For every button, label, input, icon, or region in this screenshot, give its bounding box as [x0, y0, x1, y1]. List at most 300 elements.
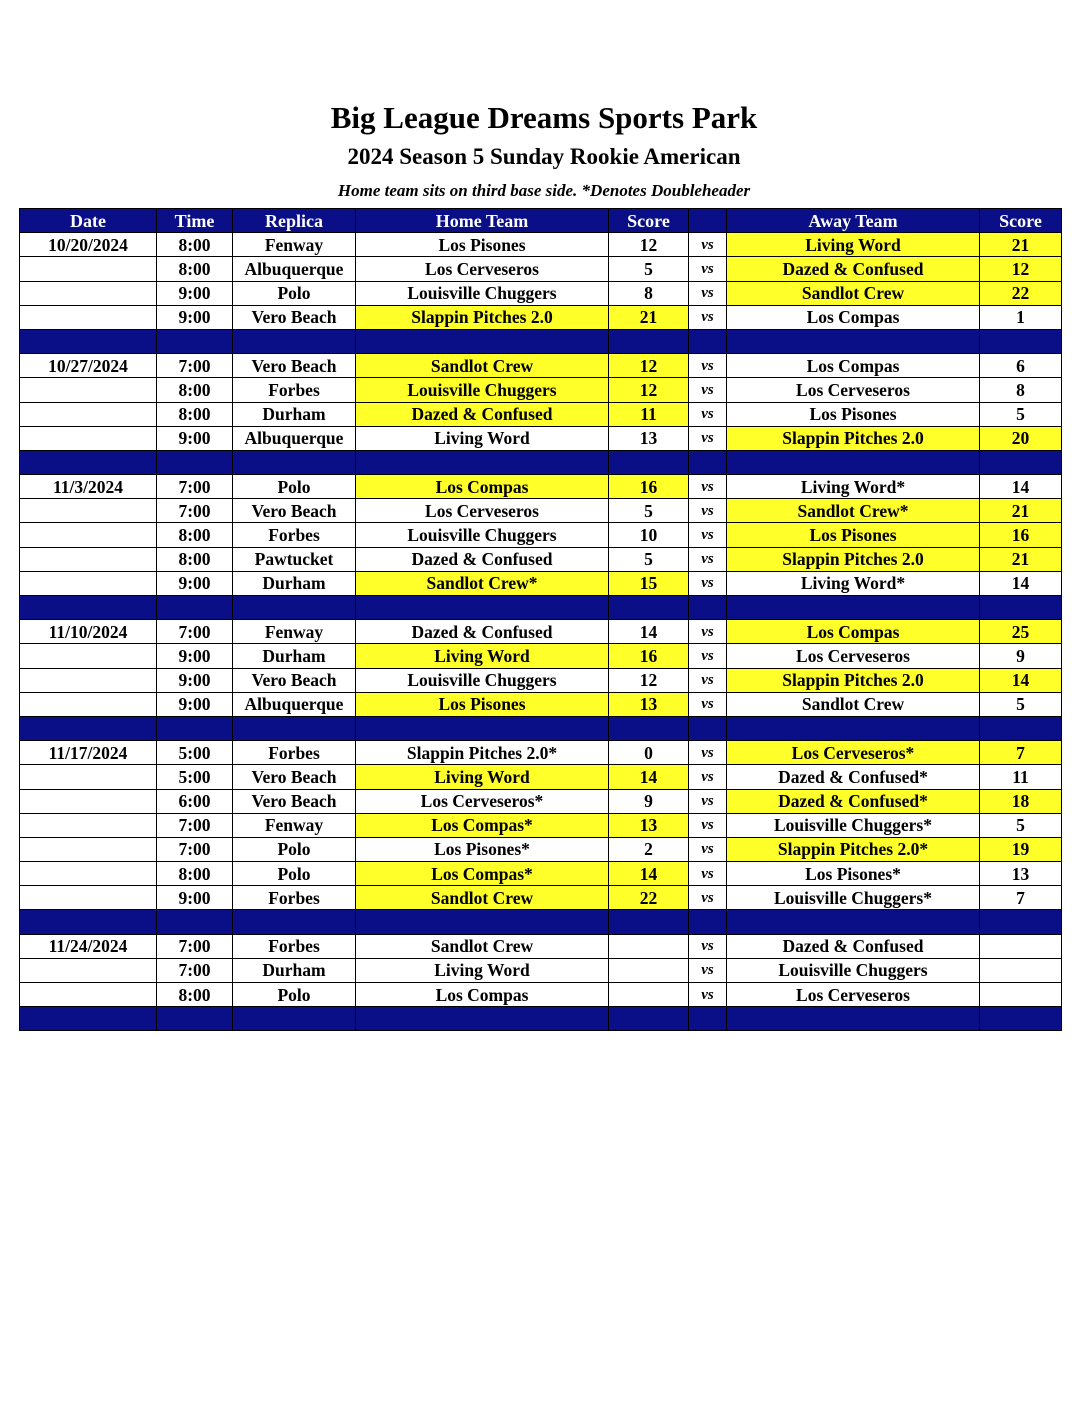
vs-cell: vs — [689, 813, 727, 837]
page-note: Home team sits on third base side. *Denotes Doubleheader — [337, 181, 751, 200]
separator-cell — [609, 910, 689, 934]
col-home-score: Score — [609, 209, 689, 233]
vs-cell: vs — [689, 257, 727, 281]
separator-cell — [727, 1007, 980, 1031]
away-score-cell: 20 — [980, 426, 1062, 450]
home-team-cell: Living Word — [356, 644, 609, 668]
home-team-cell: Slappin Pitches 2.0* — [356, 741, 609, 765]
away-team-cell: Los Pisones* — [727, 862, 980, 886]
away-team-cell: Los Cerveseros — [727, 644, 980, 668]
table-row — [20, 886, 1062, 910]
away-team-cell: Los Pisones — [727, 402, 980, 426]
home-score-cell: 15 — [609, 571, 689, 595]
replica-cell: Vero Beach — [233, 765, 356, 789]
home-team-cell: Dazed & Confused — [356, 402, 609, 426]
separator-cell — [980, 329, 1062, 353]
away-score-cell: 21 — [980, 499, 1062, 523]
away-score-cell: 21 — [980, 547, 1062, 571]
table-row — [20, 354, 1062, 378]
date-cell — [20, 426, 157, 450]
home-score-cell: 13 — [609, 426, 689, 450]
replica-cell: Fenway — [233, 813, 356, 837]
home-team-cell: Louisville Chuggers — [356, 668, 609, 692]
vs-cell: vs — [689, 499, 727, 523]
vs-cell: vs — [689, 692, 727, 716]
replica-cell: Pawtucket — [233, 547, 356, 571]
home-team-cell: Los Compas* — [356, 813, 609, 837]
away-score-cell: 12 — [980, 257, 1062, 281]
date-cell: 10/27/2024 — [20, 354, 157, 378]
table-row — [20, 765, 1062, 789]
away-score-cell: 22 — [980, 281, 1062, 305]
vs-cell: vs — [689, 741, 727, 765]
home-team-cell: Sandlot Crew — [356, 886, 609, 910]
replica-cell: Polo — [233, 862, 356, 886]
vs-cell: vs — [689, 934, 727, 958]
vs-cell: vs — [689, 547, 727, 571]
away-score-cell: 11 — [980, 765, 1062, 789]
date-cell: 11/3/2024 — [20, 475, 157, 499]
separator-cell — [20, 910, 157, 934]
replica-cell: Polo — [233, 475, 356, 499]
replica-cell: Durham — [233, 402, 356, 426]
separator-cell — [689, 450, 727, 474]
replica-cell: Polo — [233, 837, 356, 861]
home-score-cell: 5 — [609, 499, 689, 523]
home-score-cell: 5 — [609, 257, 689, 281]
away-team-cell: Los Compas — [727, 305, 980, 329]
separator-cell — [356, 1007, 609, 1031]
date-cell — [20, 644, 157, 668]
away-team-cell: Sandlot Crew — [727, 692, 980, 716]
table-row — [20, 523, 1062, 547]
time-cell: 9:00 — [157, 692, 233, 716]
replica-cell: Vero Beach — [233, 354, 356, 378]
table-row — [20, 305, 1062, 329]
home-score-cell: 0 — [609, 741, 689, 765]
time-cell: 8:00 — [157, 257, 233, 281]
home-score-cell — [609, 983, 689, 1007]
table-row — [20, 934, 1062, 958]
time-cell: 5:00 — [157, 765, 233, 789]
separator-cell — [233, 910, 356, 934]
header-row — [20, 209, 1062, 233]
home-score-cell: 5 — [609, 547, 689, 571]
home-team-cell: Los Cerveseros — [356, 499, 609, 523]
time-cell: 7:00 — [157, 475, 233, 499]
table-row — [20, 281, 1062, 305]
separator-cell — [980, 1007, 1062, 1031]
separator-cell — [157, 910, 233, 934]
time-cell: 7:00 — [157, 620, 233, 644]
home-score-cell: 9 — [609, 789, 689, 813]
date-cell — [20, 305, 157, 329]
away-score-cell — [980, 958, 1062, 982]
separator-cell — [233, 596, 356, 620]
time-cell: 6:00 — [157, 789, 233, 813]
vs-cell: vs — [689, 789, 727, 813]
home-team-cell: Living Word — [356, 426, 609, 450]
date-cell: 11/17/2024 — [20, 741, 157, 765]
separator-cell — [609, 450, 689, 474]
home-team-cell: Sandlot Crew — [356, 354, 609, 378]
away-score-cell: 9 — [980, 644, 1062, 668]
away-team-cell: Living Word* — [727, 571, 980, 595]
schedule-body — [20, 233, 1062, 1031]
vs-cell: vs — [689, 281, 727, 305]
replica-cell: Durham — [233, 958, 356, 982]
date-cell — [20, 862, 157, 886]
page-title: Big League Dreams Sports Park — [330, 100, 758, 135]
replica-cell: Albuquerque — [233, 257, 356, 281]
vs-cell: vs — [689, 862, 727, 886]
col-vs — [689, 209, 727, 233]
date-cell — [20, 499, 157, 523]
separator-cell — [233, 716, 356, 740]
away-team-cell: Louisville Chuggers* — [727, 813, 980, 837]
separator-cell — [727, 329, 980, 353]
away-team-cell: Sandlot Crew* — [727, 499, 980, 523]
time-cell: 8:00 — [157, 983, 233, 1007]
home-team-cell: Los Cerveseros — [356, 257, 609, 281]
away-team-cell: Slappin Pitches 2.0 — [727, 668, 980, 692]
home-score-cell: 14 — [609, 620, 689, 644]
table-row — [20, 402, 1062, 426]
away-team-cell: Los Cerveseros — [727, 983, 980, 1007]
vs-cell: vs — [689, 305, 727, 329]
away-team-cell: Dazed & Confused — [727, 257, 980, 281]
vs-cell: vs — [689, 378, 727, 402]
table-row — [20, 789, 1062, 813]
replica-cell: Fenway — [233, 233, 356, 257]
away-team-cell: Living Word — [727, 233, 980, 257]
table-row — [20, 257, 1062, 281]
separator-cell — [980, 596, 1062, 620]
separator-cell — [356, 329, 609, 353]
table-row — [20, 233, 1062, 257]
date-cell — [20, 281, 157, 305]
time-cell: 9:00 — [157, 886, 233, 910]
separator-cell — [727, 910, 980, 934]
date-cell — [20, 886, 157, 910]
home-team-cell: Louisville Chuggers — [356, 378, 609, 402]
home-score-cell: 13 — [609, 813, 689, 837]
home-score-cell: 2 — [609, 837, 689, 861]
separator-cell — [689, 329, 727, 353]
vs-cell: vs — [689, 233, 727, 257]
col-home-team: Home Team — [356, 209, 609, 233]
separator-cell — [20, 596, 157, 620]
col-away-score: Score — [980, 209, 1062, 233]
away-score-cell: 5 — [980, 692, 1062, 716]
separator-cell — [157, 329, 233, 353]
date-cell — [20, 837, 157, 861]
table-row — [20, 571, 1062, 595]
date-cell: 11/24/2024 — [20, 934, 157, 958]
time-cell: 9:00 — [157, 305, 233, 329]
table-row — [20, 644, 1062, 668]
separator-cell — [689, 596, 727, 620]
date-cell: 11/10/2024 — [20, 620, 157, 644]
home-score-cell: 12 — [609, 354, 689, 378]
table-row — [20, 378, 1062, 402]
time-cell: 5:00 — [157, 741, 233, 765]
date-cell — [20, 668, 157, 692]
date-cell — [20, 983, 157, 1007]
separator-cell — [20, 329, 157, 353]
away-team-cell: Louisville Chuggers* — [727, 886, 980, 910]
table-row — [20, 741, 1062, 765]
separator-cell — [20, 450, 157, 474]
separator-cell — [609, 596, 689, 620]
away-score-cell: 7 — [980, 886, 1062, 910]
separator-cell — [233, 329, 356, 353]
vs-cell: vs — [689, 644, 727, 668]
separator-cell — [609, 329, 689, 353]
home-score-cell — [609, 958, 689, 982]
away-team-cell: Living Word* — [727, 475, 980, 499]
away-team-cell: Los Cerveseros* — [727, 741, 980, 765]
table-row — [20, 983, 1062, 1007]
home-team-cell: Louisville Chuggers — [356, 281, 609, 305]
away-score-cell: 6 — [980, 354, 1062, 378]
away-team-cell: Dazed & Confused* — [727, 765, 980, 789]
home-score-cell — [609, 934, 689, 958]
home-team-cell: Sandlot Crew* — [356, 571, 609, 595]
home-score-cell: 12 — [609, 233, 689, 257]
vs-cell: vs — [689, 402, 727, 426]
home-team-cell: Los Pisones — [356, 692, 609, 716]
date-cell — [20, 813, 157, 837]
away-score-cell: 19 — [980, 837, 1062, 861]
home-team-cell: Los Compas — [356, 475, 609, 499]
table-row — [20, 958, 1062, 982]
away-team-cell: Los Pisones — [727, 523, 980, 547]
home-team-cell: Dazed & Confused — [356, 620, 609, 644]
replica-cell: Durham — [233, 644, 356, 668]
separator-cell — [157, 450, 233, 474]
week-separator-row — [20, 450, 1062, 474]
vs-cell: vs — [689, 571, 727, 595]
home-score-cell: 16 — [609, 644, 689, 668]
separator-cell — [157, 596, 233, 620]
date-cell — [20, 257, 157, 281]
separator-cell — [727, 450, 980, 474]
time-cell: 9:00 — [157, 668, 233, 692]
away-team-cell: Sandlot Crew — [727, 281, 980, 305]
week-separator-row — [20, 596, 1062, 620]
replica-cell: Forbes — [233, 378, 356, 402]
time-cell: 9:00 — [157, 644, 233, 668]
replica-cell: Vero Beach — [233, 305, 356, 329]
time-cell: 8:00 — [157, 547, 233, 571]
away-score-cell — [980, 983, 1062, 1007]
separator-cell — [609, 1007, 689, 1031]
away-team-cell: Slappin Pitches 2.0 — [727, 547, 980, 571]
home-score-cell: 22 — [609, 886, 689, 910]
time-cell: 7:00 — [157, 813, 233, 837]
home-team-cell: Los Cerveseros* — [356, 789, 609, 813]
home-score-cell: 11 — [609, 402, 689, 426]
separator-cell — [689, 910, 727, 934]
page-subtitle: 2024 Season 5 Sunday Rookie American — [347, 144, 741, 169]
home-score-cell: 12 — [609, 378, 689, 402]
time-cell: 8:00 — [157, 862, 233, 886]
col-away-team: Away Team — [727, 209, 980, 233]
away-score-cell: 21 — [980, 233, 1062, 257]
home-team-cell: Slappin Pitches 2.0 — [356, 305, 609, 329]
home-score-cell: 13 — [609, 692, 689, 716]
vs-cell: vs — [689, 958, 727, 982]
table-row — [20, 426, 1062, 450]
home-score-cell: 14 — [609, 862, 689, 886]
schedule-table — [19, 208, 1062, 1031]
replica-cell: Albuquerque — [233, 426, 356, 450]
date-cell — [20, 789, 157, 813]
week-separator-row — [20, 716, 1062, 740]
vs-cell: vs — [689, 620, 727, 644]
time-cell: 7:00 — [157, 837, 233, 861]
home-team-cell: Los Compas* — [356, 862, 609, 886]
replica-cell: Vero Beach — [233, 789, 356, 813]
time-cell: 8:00 — [157, 378, 233, 402]
home-team-cell: Los Pisones — [356, 233, 609, 257]
separator-cell — [157, 1007, 233, 1031]
away-score-cell: 16 — [980, 523, 1062, 547]
home-team-cell: Louisville Chuggers — [356, 523, 609, 547]
home-score-cell: 21 — [609, 305, 689, 329]
replica-cell: Vero Beach — [233, 499, 356, 523]
week-separator-row — [20, 910, 1062, 934]
home-score-cell: 12 — [609, 668, 689, 692]
replica-cell: Polo — [233, 983, 356, 1007]
replica-cell: Albuquerque — [233, 692, 356, 716]
replica-cell: Forbes — [233, 741, 356, 765]
time-cell: 8:00 — [157, 523, 233, 547]
table-row — [20, 620, 1062, 644]
separator-cell — [689, 716, 727, 740]
time-cell: 9:00 — [157, 281, 233, 305]
away-team-cell: Los Compas — [727, 620, 980, 644]
replica-cell: Forbes — [233, 886, 356, 910]
separator-cell — [20, 1007, 157, 1031]
date-cell: 10/20/2024 — [20, 233, 157, 257]
away-team-cell: Dazed & Confused* — [727, 789, 980, 813]
date-cell — [20, 378, 157, 402]
date-cell — [20, 523, 157, 547]
week-separator-row — [20, 329, 1062, 353]
away-team-cell: Los Cerveseros — [727, 378, 980, 402]
home-team-cell: Sandlot Crew — [356, 934, 609, 958]
date-cell — [20, 692, 157, 716]
vs-cell: vs — [689, 765, 727, 789]
away-score-cell: 18 — [980, 789, 1062, 813]
away-team-cell: Louisville Chuggers — [727, 958, 980, 982]
time-cell: 9:00 — [157, 571, 233, 595]
time-cell: 7:00 — [157, 958, 233, 982]
replica-cell: Vero Beach — [233, 668, 356, 692]
away-score-cell: 25 — [980, 620, 1062, 644]
home-score-cell: 14 — [609, 765, 689, 789]
separator-cell — [20, 716, 157, 740]
away-score-cell: 14 — [980, 475, 1062, 499]
home-team-cell: Living Word — [356, 765, 609, 789]
table-row — [20, 475, 1062, 499]
away-score-cell: 7 — [980, 741, 1062, 765]
table-row — [20, 547, 1062, 571]
home-score-cell: 16 — [609, 475, 689, 499]
away-score-cell: 5 — [980, 813, 1062, 837]
vs-cell: vs — [689, 354, 727, 378]
separator-cell — [980, 450, 1062, 474]
vs-cell: vs — [689, 475, 727, 499]
away-score-cell: 5 — [980, 402, 1062, 426]
away-score-cell: 14 — [980, 571, 1062, 595]
home-team-cell: Living Word — [356, 958, 609, 982]
separator-cell — [233, 450, 356, 474]
table-row — [20, 499, 1062, 523]
date-cell — [20, 765, 157, 789]
away-team-cell: Slappin Pitches 2.0 — [727, 426, 980, 450]
vs-cell: vs — [689, 886, 727, 910]
col-time: Time — [157, 209, 233, 233]
time-cell: 9:00 — [157, 426, 233, 450]
time-cell: 7:00 — [157, 354, 233, 378]
away-score-cell — [980, 934, 1062, 958]
table-row — [20, 837, 1062, 861]
home-team-cell: Los Compas — [356, 983, 609, 1007]
separator-cell — [689, 1007, 727, 1031]
table-row — [20, 692, 1062, 716]
separator-cell — [356, 450, 609, 474]
table-row — [20, 668, 1062, 692]
separator-cell — [980, 716, 1062, 740]
vs-cell: vs — [689, 983, 727, 1007]
away-score-cell: 14 — [980, 668, 1062, 692]
separator-cell — [609, 716, 689, 740]
replica-cell: Forbes — [233, 523, 356, 547]
home-team-cell: Los Pisones* — [356, 837, 609, 861]
replica-cell: Fenway — [233, 620, 356, 644]
home-score-cell: 10 — [609, 523, 689, 547]
away-score-cell: 8 — [980, 378, 1062, 402]
separator-cell — [356, 716, 609, 740]
replica-cell: Polo — [233, 281, 356, 305]
date-cell — [20, 402, 157, 426]
away-team-cell: Slappin Pitches 2.0* — [727, 837, 980, 861]
home-team-cell: Dazed & Confused — [356, 547, 609, 571]
vs-cell: vs — [689, 837, 727, 861]
col-replica: Replica — [233, 209, 356, 233]
separator-cell — [356, 596, 609, 620]
separator-cell — [980, 910, 1062, 934]
col-date: Date — [20, 209, 157, 233]
date-cell — [20, 547, 157, 571]
away-team-cell: Dazed & Confused — [727, 934, 980, 958]
date-cell — [20, 571, 157, 595]
separator-cell — [727, 596, 980, 620]
replica-cell: Durham — [233, 571, 356, 595]
separator-cell — [233, 1007, 356, 1031]
away-team-cell: Los Compas — [727, 354, 980, 378]
date-cell — [20, 958, 157, 982]
table-row — [20, 862, 1062, 886]
week-separator-row — [20, 1007, 1062, 1031]
time-cell: 8:00 — [157, 402, 233, 426]
separator-cell — [727, 716, 980, 740]
vs-cell: vs — [689, 668, 727, 692]
separator-cell — [157, 716, 233, 740]
